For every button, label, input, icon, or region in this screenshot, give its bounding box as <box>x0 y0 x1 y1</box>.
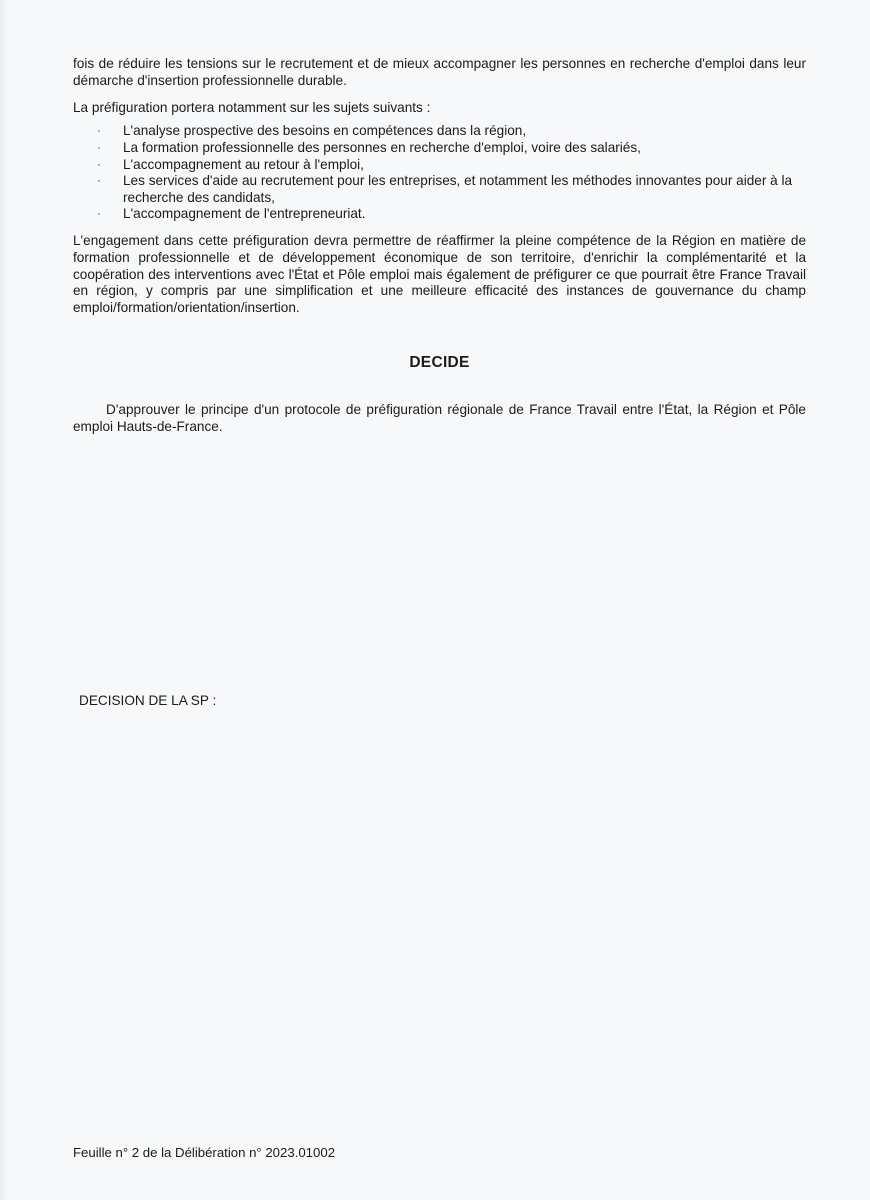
list-item-text: La formation professionnelle des personnes en recherche d'emploi, voire des salariés, <box>123 139 641 155</box>
list-item-text: L'accompagnement au retour à l'emploi, <box>123 156 364 172</box>
decide-heading: DECIDE <box>409 353 470 371</box>
topics-list <box>73 123 806 223</box>
page-edge-shadow <box>0 0 8 1200</box>
document-body <box>73 56 806 435</box>
bullet-marker: · <box>97 125 101 138</box>
page-footer: Feuille n° 2 de la Délibération n° 2023.01002 <box>73 1145 336 1160</box>
bullet-marker: · <box>97 208 101 221</box>
list-item <box>73 140 806 157</box>
list-item <box>73 157 806 174</box>
list-item-text: Les services d'aide au recrutement pour les entreprises, et notamment les méthodes innovantes pour aider à la recherche des candidats, <box>123 173 793 205</box>
list-item <box>73 123 806 140</box>
bullet-marker: · <box>97 175 101 188</box>
sp-decision-label: DECISION DE LA SP : <box>79 693 217 708</box>
bullet-marker: · <box>97 158 101 171</box>
intro-paragraph: fois de réduire les tensions sur le recrutement et de mieux accompagner les personnes en recherche d'emploi dans leur démarche d'insertion professionnelle durable. <box>73 56 806 88</box>
bullet-marker: · <box>97 141 101 154</box>
decision-paragraph: D'approuver le principe d'un protocole de préfiguration régionale de France Travail entre l'État, la Région et Pôle emploi Hauts-de-France. <box>73 401 806 434</box>
list-item <box>73 173 806 206</box>
list-item-text: L'accompagnement de l'entrepreneuriat. <box>123 206 366 222</box>
lead-paragraph: La préfiguration portera notamment sur les sujets suivants : <box>73 99 431 115</box>
list-item <box>73 206 806 223</box>
list-item-text: L'analyse prospective des besoins en compétences dans la région, <box>123 123 527 139</box>
engagement-paragraph: L'engagement dans cette préfiguration devra permettre de réaffirmer la pleine compétence de la Région en matière de formation professionnelle et de développement économique de son territoire, d'enrichir la complémentarité et la coopération des interventions avec l'État et Pôle emploi mais également de préfigurer ce que pourrait être France Travail en région, y compris par une simplification et une meilleure efficacité des instances de gouvernance du champ emploi/formation/orientation/insertion. <box>73 232 806 316</box>
